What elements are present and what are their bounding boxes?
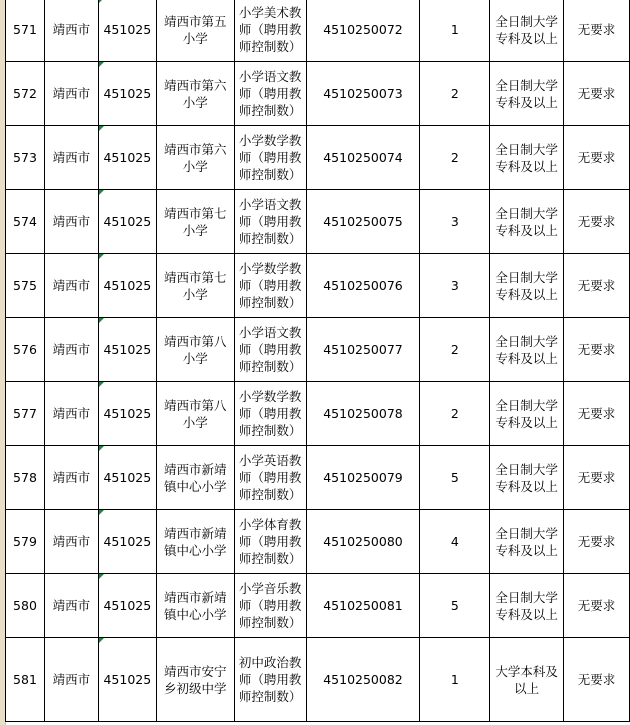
table-row: [6, 126, 630, 190]
cell-other[interactable]: 无要求: [564, 0, 630, 62]
cell-count[interactable]: 1: [420, 0, 490, 62]
cell-education-line: 专科及以上: [495, 30, 558, 46]
cell-post-code[interactable]: 4510250080: [306, 510, 420, 574]
cell-education-line: 专科及以上: [495, 606, 558, 622]
cell-school-line: 靖西市安宁: [163, 663, 227, 679]
cell-city[interactable]: 靖西市: [44, 0, 98, 62]
table-row: [6, 254, 630, 318]
cell-other[interactable]: 无要求: [564, 62, 630, 126]
cell-seq[interactable]: 571: [6, 0, 45, 62]
cell-position-line: 师控制数）: [238, 231, 302, 246]
cell-post-code[interactable]: 4510250078: [306, 382, 420, 446]
cell-education-line: 专科及以上: [495, 414, 558, 430]
cell-post-code[interactable]: 4510250081: [306, 574, 420, 638]
cell-city[interactable]: 靖西市: [44, 446, 98, 510]
cell-position-line: 师（聘用教: [238, 278, 302, 293]
cell-position-line: 小学语文教: [238, 69, 302, 84]
cell-seq[interactable]: 581: [6, 638, 45, 722]
cell-post-code[interactable]: 4510250079: [306, 446, 420, 510]
cell-count[interactable]: 1: [420, 638, 490, 722]
cell-education[interactable]: [490, 446, 564, 510]
cell-region-code[interactable]: 451025: [98, 510, 156, 574]
cell-school-line: 靖西市第六: [163, 77, 227, 93]
table-row: [6, 574, 630, 638]
cell-school-line: 靖西市第五: [163, 13, 227, 29]
cell-position[interactable]: [234, 62, 306, 126]
cell-education-line: 专科及以上: [495, 350, 558, 366]
cell-education-line: 专科及以上: [495, 286, 558, 302]
cell-position[interactable]: [234, 126, 306, 190]
table-row: [6, 190, 630, 254]
cell-education-line: 专科及以上: [495, 478, 558, 494]
table-row: [6, 382, 630, 446]
cell-other[interactable]: 无要求: [564, 510, 630, 574]
cell-school-line: 镇中心小学: [163, 606, 227, 622]
cell-school[interactable]: [156, 190, 234, 254]
cell-school-line: 小学: [182, 94, 208, 110]
cell-post-code[interactable]: 4510250074: [306, 126, 420, 190]
cell-school[interactable]: [156, 0, 234, 62]
cell-school-line: 靖西市新靖: [163, 525, 227, 541]
cell-position-line: 师控制数）: [238, 689, 302, 704]
cell-education-line: 全日制大学: [495, 525, 558, 541]
cell-city[interactable]: 靖西市: [44, 190, 98, 254]
cell-school[interactable]: [156, 638, 234, 722]
cell-city[interactable]: 靖西市: [44, 318, 98, 382]
cell-post-code[interactable]: 4510250073: [306, 62, 420, 126]
cell-city[interactable]: 靖西市: [44, 510, 98, 574]
cell-other[interactable]: 无要求: [564, 382, 630, 446]
cell-city[interactable]: 靖西市: [44, 574, 98, 638]
cell-position[interactable]: [234, 190, 306, 254]
cell-count[interactable]: 5: [420, 574, 490, 638]
cell-count[interactable]: 4: [420, 510, 490, 574]
cell-region-code[interactable]: 451025: [98, 0, 156, 62]
cell-school-line: 靖西市第六: [163, 141, 227, 157]
cell-position-line: 小学音乐教: [238, 581, 302, 596]
table-row: [6, 638, 630, 722]
cell-region-code[interactable]: 451025: [98, 318, 156, 382]
cell-position-line: 小学语文教: [238, 325, 302, 340]
cell-position-line: 小学数学教: [238, 389, 302, 404]
cell-education-line: 全日制大学: [495, 461, 558, 477]
cell-position-line: 师控制数）: [238, 487, 302, 502]
cell-education-line: 全日制大学: [495, 205, 558, 221]
cell-seq[interactable]: 576: [6, 318, 45, 382]
cell-position-line: 小学英语教: [238, 453, 302, 468]
cell-seq[interactable]: 577: [6, 382, 45, 446]
cell-position[interactable]: [234, 446, 306, 510]
cell-city[interactable]: 靖西市: [44, 382, 98, 446]
cell-school-line: 镇中心小学: [163, 542, 227, 558]
cell-position-line: 师（聘用教: [238, 86, 302, 101]
cell-position-line: 师控制数）: [238, 39, 302, 54]
cell-school-line: 靖西市第七: [163, 205, 227, 221]
cell-position-line: 师（聘用教: [238, 22, 302, 37]
cell-education[interactable]: [490, 0, 564, 62]
cell-count[interactable]: 2: [420, 382, 490, 446]
table-row: [6, 0, 630, 62]
cell-education[interactable]: [490, 638, 564, 722]
cell-school-line: 镇中心小学: [163, 478, 227, 494]
cell-position-line: 师（聘用教: [238, 598, 302, 613]
cell-region-code[interactable]: 451025: [98, 254, 156, 318]
recruitment-table: [5, 0, 630, 722]
cell-other[interactable]: 无要求: [564, 638, 630, 722]
cell-count[interactable]: 5: [420, 446, 490, 510]
cell-position-line: 师（聘用教: [238, 342, 302, 357]
cell-region-code[interactable]: 451025: [98, 638, 156, 722]
cell-seq[interactable]: 574: [6, 190, 45, 254]
cell-education[interactable]: [490, 190, 564, 254]
cell-other[interactable]: 无要求: [564, 574, 630, 638]
cell-seq[interactable]: 578: [6, 446, 45, 510]
cell-seq[interactable]: 579: [6, 510, 45, 574]
cell-education-line: 专科及以上: [495, 94, 558, 110]
cell-position-line: 小学体育教: [238, 517, 302, 532]
cell-school[interactable]: [156, 318, 234, 382]
cell-position-line: 小学语文教: [238, 197, 302, 212]
cell-school-line: 靖西市第八: [163, 333, 227, 349]
cell-position-line: 师（聘用教: [238, 470, 302, 485]
cell-region-code[interactable]: 451025: [98, 62, 156, 126]
cell-position[interactable]: [234, 382, 306, 446]
cell-education-line: 全日制大学: [495, 141, 558, 157]
table-row: [6, 62, 630, 126]
cell-education[interactable]: [490, 510, 564, 574]
cell-school-line: 小学: [182, 350, 208, 366]
cell-school-line: 靖西市新靖: [163, 461, 227, 477]
cell-education[interactable]: [490, 62, 564, 126]
cell-school[interactable]: [156, 254, 234, 318]
cell-seq[interactable]: 573: [6, 126, 45, 190]
cell-city[interactable]: 靖西市: [44, 62, 98, 126]
cell-position[interactable]: [234, 0, 306, 62]
cell-education[interactable]: [490, 318, 564, 382]
cell-position-line: 师控制数）: [238, 167, 302, 182]
cell-position-line: 师控制数）: [238, 551, 302, 566]
cell-education[interactable]: [490, 382, 564, 446]
cell-school-line: 小学: [182, 414, 208, 430]
table-row: [6, 318, 630, 382]
cell-region-code[interactable]: 451025: [98, 574, 156, 638]
cell-school-line: 乡初级中学: [163, 680, 227, 696]
cell-other[interactable]: 无要求: [564, 190, 630, 254]
cell-education-line: 全日制大学: [495, 13, 558, 29]
cell-other[interactable]: 无要求: [564, 126, 630, 190]
cell-region-code[interactable]: 451025: [98, 382, 156, 446]
cell-position-line: 小学美术教: [238, 5, 302, 20]
cell-position[interactable]: [234, 318, 306, 382]
cell-position-line: 师控制数）: [238, 103, 302, 118]
cell-education[interactable]: [490, 126, 564, 190]
cell-education-line: 专科及以上: [495, 542, 558, 558]
cell-post-code[interactable]: 4510250077: [306, 318, 420, 382]
cell-position[interactable]: [234, 254, 306, 318]
cell-education-line: 专科及以上: [495, 222, 558, 238]
cell-city[interactable]: 靖西市: [44, 638, 98, 722]
cell-education-line: 全日制大学: [495, 269, 558, 285]
cell-position-line: 师（聘用教: [238, 534, 302, 549]
cell-education-line: 全日制大学: [495, 333, 558, 349]
cell-school[interactable]: [156, 574, 234, 638]
cell-education[interactable]: [490, 574, 564, 638]
cell-post-code[interactable]: 4510250072: [306, 0, 420, 62]
cell-position-line: 师控制数）: [238, 359, 302, 374]
cell-education-line: 以上: [514, 680, 540, 696]
cell-other[interactable]: 无要求: [564, 254, 630, 318]
cell-count[interactable]: 2: [420, 318, 490, 382]
cell-school-line: 小学: [182, 286, 208, 302]
cell-count[interactable]: 2: [420, 62, 490, 126]
cell-school-line: 小学: [182, 158, 208, 174]
cell-count[interactable]: 2: [420, 126, 490, 190]
cell-school-line: 靖西市第八: [163, 397, 227, 413]
cell-school[interactable]: [156, 510, 234, 574]
cell-post-code[interactable]: 4510250076: [306, 254, 420, 318]
cell-count[interactable]: 3: [420, 254, 490, 318]
cell-position-line: 师控制数）: [238, 423, 302, 438]
cell-seq[interactable]: 580: [6, 574, 45, 638]
cell-post-code[interactable]: 4510250082: [306, 638, 420, 722]
cell-position-line: 师（聘用教: [238, 406, 302, 421]
table-row: [6, 446, 630, 510]
cell-position-line: 师控制数）: [238, 615, 302, 630]
cell-region-code[interactable]: 451025: [98, 446, 156, 510]
cell-education[interactable]: [490, 254, 564, 318]
cell-seq[interactable]: 572: [6, 62, 45, 126]
cell-position-line: 师（聘用教: [238, 214, 302, 229]
cell-education-line: 专科及以上: [495, 158, 558, 174]
cell-other[interactable]: 无要求: [564, 446, 630, 510]
cell-post-code[interactable]: 4510250075: [306, 190, 420, 254]
cell-city[interactable]: 靖西市: [44, 126, 98, 190]
cell-school-line: 小学: [182, 222, 208, 238]
cell-city[interactable]: 靖西市: [44, 254, 98, 318]
cell-school[interactable]: [156, 126, 234, 190]
cell-school[interactable]: [156, 446, 234, 510]
cell-position-line: 师控制数）: [238, 295, 302, 310]
table-row: [6, 510, 630, 574]
cell-other[interactable]: 无要求: [564, 318, 630, 382]
cell-seq[interactable]: 575: [6, 254, 45, 318]
cell-position[interactable]: [234, 574, 306, 638]
cell-school-line: 靖西市第七: [163, 269, 227, 285]
cell-position-line: 小学数学教: [238, 261, 302, 276]
cell-school-line: 小学: [182, 30, 208, 46]
cell-education-line: 全日制大学: [495, 77, 558, 93]
cell-region-code[interactable]: 451025: [98, 126, 156, 190]
cell-education-line: 全日制大学: [495, 589, 558, 605]
cell-school-line: 靖西市新靖: [163, 589, 227, 605]
cell-education-line: 大学本科及: [495, 663, 558, 679]
cell-region-code[interactable]: 451025: [98, 190, 156, 254]
cell-position-line: 师（聘用教: [238, 672, 302, 687]
cell-position[interactable]: [234, 510, 306, 574]
cell-school[interactable]: [156, 62, 234, 126]
cell-position-line: 初中政治教: [238, 655, 302, 670]
cell-education-line: 全日制大学: [495, 397, 558, 413]
cell-school[interactable]: [156, 382, 234, 446]
cell-count[interactable]: 3: [420, 190, 490, 254]
cell-position-line: 小学数学教: [238, 133, 302, 148]
cell-position[interactable]: [234, 638, 306, 722]
cell-position-line: 师（聘用教: [238, 150, 302, 165]
